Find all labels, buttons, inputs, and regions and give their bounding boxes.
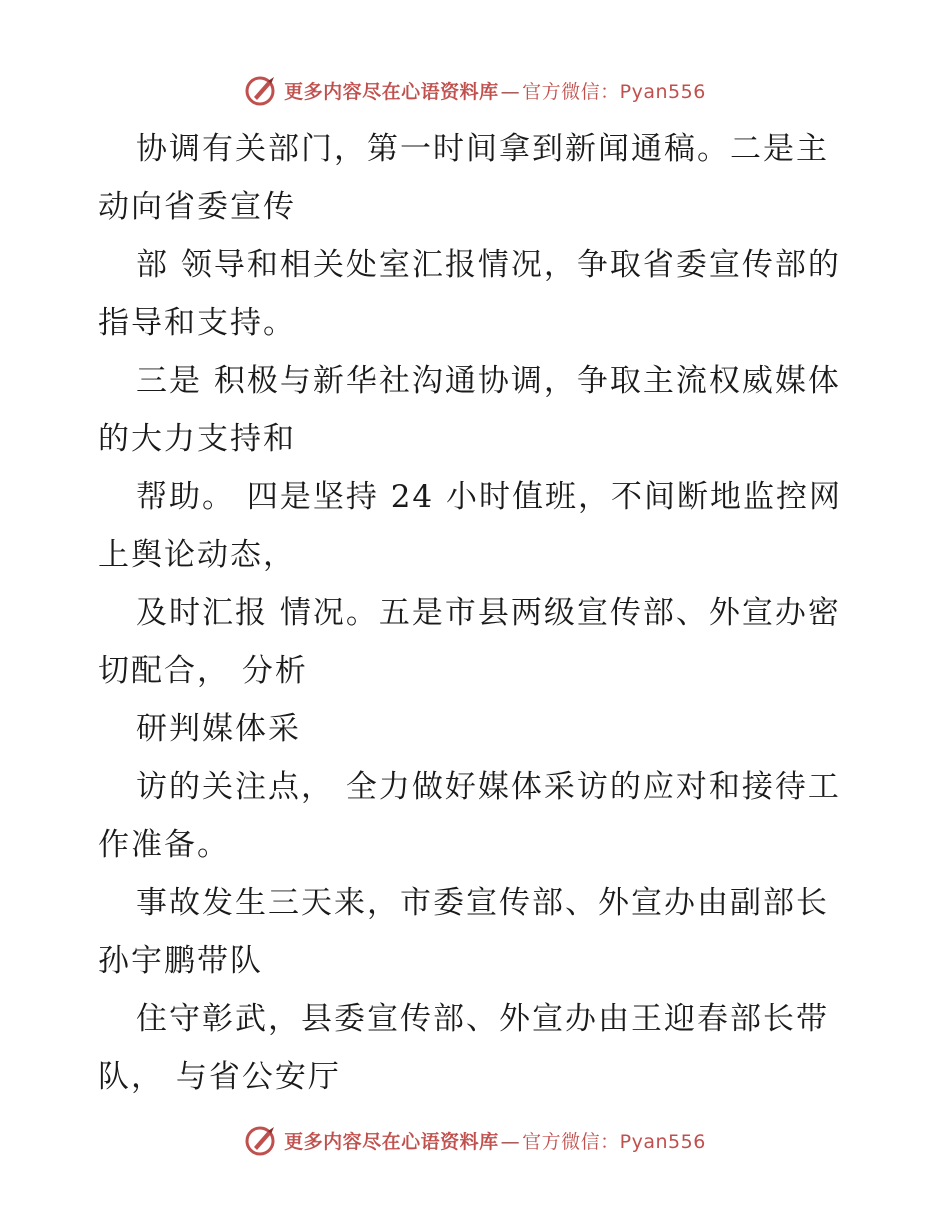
paragraph-5: 及时汇报 情况。五是市县两级宣传部、外宣办密切配合， 分析 <box>98 595 841 689</box>
watermark-dash: — <box>500 1130 521 1153</box>
paragraph-4: 帮助。 四是坚持 24 小时值班，不间断地监控网上舆论动态， <box>98 479 843 573</box>
footer-watermark <box>0 1120 950 1160</box>
watermark-brand: 更多内容尽在心语资料库 <box>284 80 499 103</box>
paragraph-3: 三是 积极与新华社沟通协调，争取主流权威媒体的大力支持和 <box>98 363 841 457</box>
paragraph-2: 部 领导和相关处室汇报情况，争取省委宣传部的指导和支持。 <box>98 247 841 341</box>
header-watermark <box>0 70 950 110</box>
paragraph-7: 访的关注点， 全力做好媒体采访的应对和接待工作准备。 <box>98 769 841 863</box>
watermark-brand: 更多内容尽在心语资料库 <box>284 1130 499 1153</box>
logo-quill-icon <box>244 73 278 107</box>
paragraph-8: 事故发生三天来，市委宣传部、外宣办由副部长孙宇鹏带队 <box>98 885 829 979</box>
paragraph-9: 住守彰武，县委宣传部、外宣办由王迎春部长带队， 与省公安厅 <box>98 1001 829 1095</box>
paragraph-6: 研判媒体采 <box>136 711 301 747</box>
document-body <box>98 120 858 1106</box>
watermark-dash: — <box>500 80 521 103</box>
paragraph-1: 协调有关部门，第一时间拿到新闻通稿。二是主动向省委宣传 <box>98 131 829 225</box>
watermark-wechat: 官方微信：Pyan556 <box>522 1130 706 1153</box>
watermark-wechat: 官方微信：Pyan556 <box>522 80 706 103</box>
logo-quill-icon <box>244 1123 278 1157</box>
